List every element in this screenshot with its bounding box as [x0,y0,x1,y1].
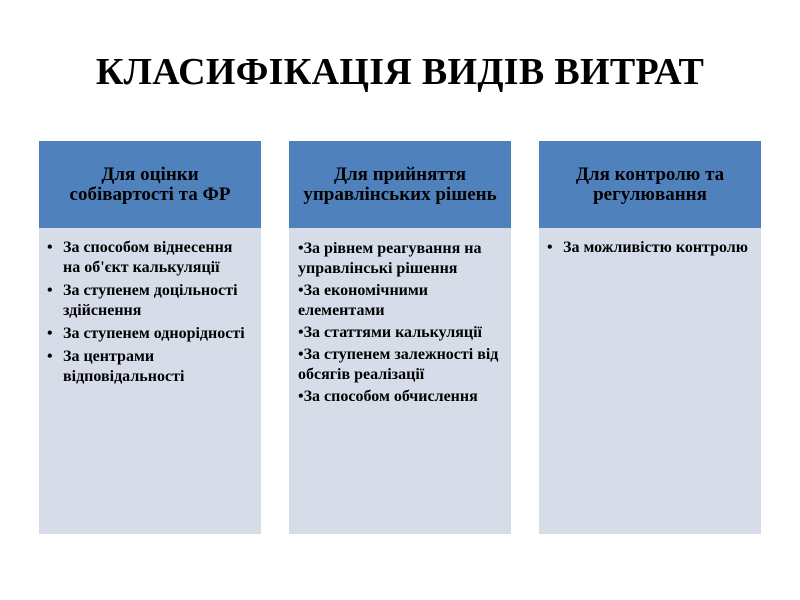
column-control-regulation [539,141,761,534]
column-header: Для контролю та регулювання [539,141,761,228]
list-item: •За економічними елементами [298,282,428,319]
column-body [539,228,761,534]
column-cost-assessment [39,141,261,534]
column-header: Для прийняття управлінських рішень [289,141,511,228]
list-item: • За ступенем доцільності здійснення [47,282,238,319]
list-item: • За можливістю контролю [547,239,748,256]
column-header: Для оцінки собівартості та ФР [39,141,261,228]
bullet-icon: • [47,239,53,256]
column-body [289,228,511,534]
list-item: • За способом віднесення на об'єкт калькуляції [47,239,233,276]
list-item: •За способом обчислення [298,388,478,405]
bullet-icon: • [547,239,553,256]
list-item: •За статтями калькуляції [298,324,482,341]
column-management-decisions [289,141,511,534]
list-item: •За ступенем залежності від обсягів реалізації [298,346,499,383]
column-body [39,228,261,534]
bullet-list [539,228,761,258]
slide-title: КЛАСИФІКАЦІЯ ВИДІВ ВИТРАТ [95,51,705,93]
list-item: •За рівнем реагування на управлінські рішення [298,240,482,277]
list-item: • За ступенем однорідності [47,325,245,342]
bullet-list [39,228,261,387]
bullet-icon: • [47,282,53,299]
bullet-icon: • [47,348,53,365]
bullet-icon: • [47,325,53,342]
list-item: • За центрами відповідальності [47,348,185,385]
